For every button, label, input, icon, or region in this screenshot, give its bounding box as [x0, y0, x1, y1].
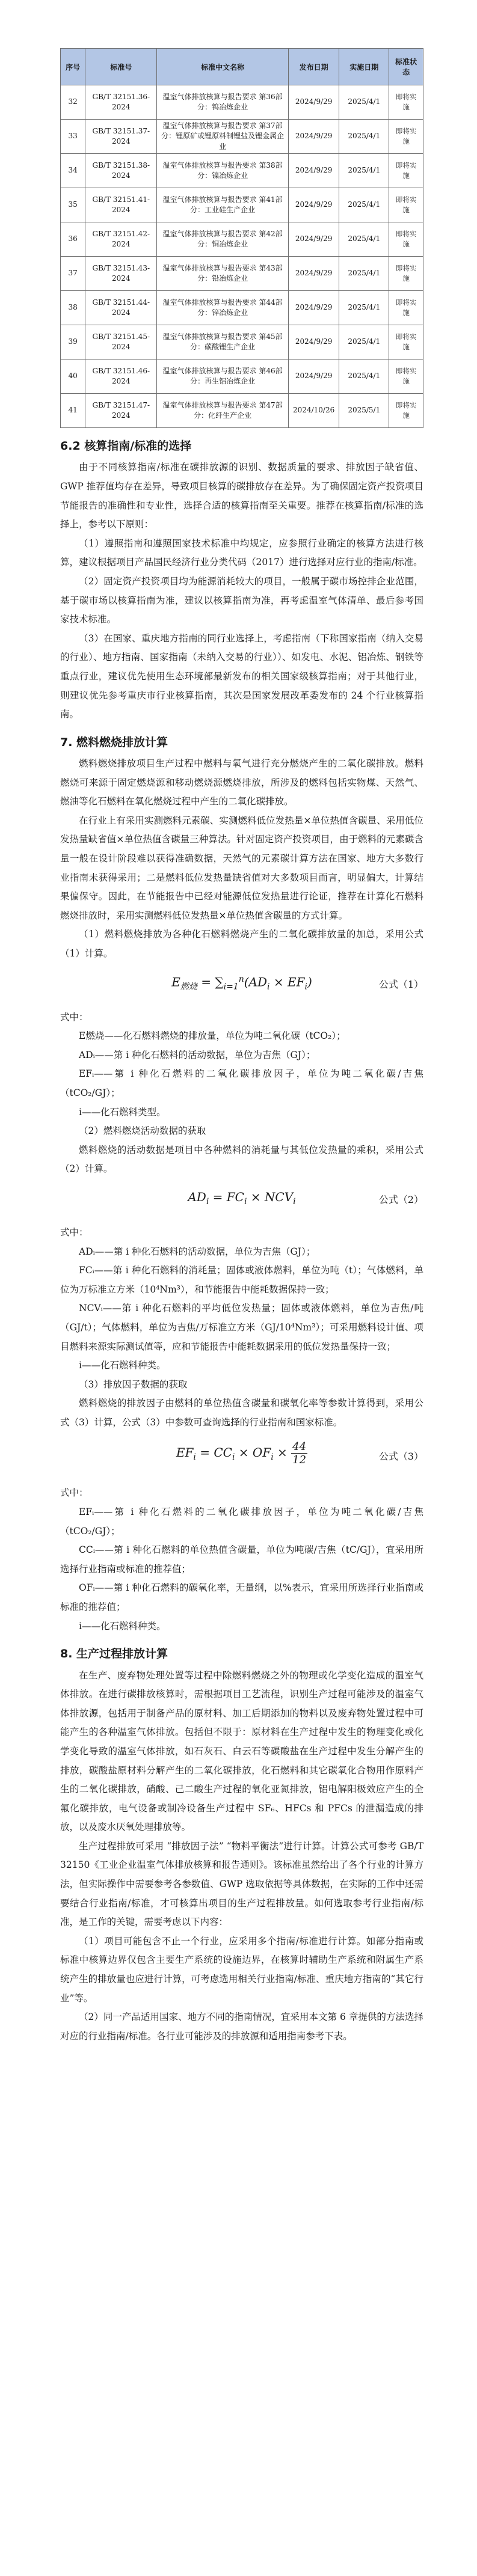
cell-status: 即将实施 — [389, 120, 423, 154]
paragraph: 生产过程排放可采用 “排放因子法” “物料平衡法”进行计算。计算公式可参考 GB/T 32150《工业企业温室气体排放核算和报告通则》。该标准虽然给出了各个行业的计算方法，但实际操作中需要参考各参数值、GWP 选取依据等具体数据，在实际的工作中还需要结合行业指南/标准，才可核算出项目的生产过程排放量。如何选取参考行业指南/标准，是工作的关键，需要考虑以下内容： — [60, 1840, 423, 1928]
cell-name: 温室气体排放核算与报告要求 第41部分：工业硅生产企业 — [157, 188, 289, 222]
paragraph: 由于不同核算指南/标准在碳排放源的识别、数据质量的要求、排放因子缺省值、GWP 推荐值均存在差异，导致项目核算的碳排放存在差异。为了确保固定资产投资项目节能报告的准确性和专业性，选择合适的核算指南至关重要。推荐在核算指南/标准的选择上，参考以下原则： — [60, 462, 423, 530]
paragraph: EFᵢ——第 i 种化石燃料的二氧化碳排放因子，单位为吨二氧化碳/吉焦（tCO₂/GJ）； — [60, 1068, 423, 1098]
cell-name: 温室气体排放核算与报告要求 第47部分：化纤生产企业 — [157, 394, 289, 428]
section-6-2-title: 6.2 核算指南/标准的选择 — [60, 439, 192, 453]
cell-code: GB/T 32151.44-2024 — [85, 291, 157, 325]
table-row — [61, 154, 423, 188]
paragraph: i——化石燃料种类。 — [79, 1620, 166, 1632]
paragraph: 在行业上有采用实测燃料元素碳、实测燃料低位发热量×单位热值含碳量、采用低位发热量缺省值×单位热值含碳量三种算法。针对固定资产投资项目，由于燃料的元素碳含量一般在设计阶段难以获得准确数据，天然气的元素碳计算方法在国家、地方大多数行业指南未获得采用；二是燃料低位发热量缺省值对大多数项目而言，明显偏大，计算结果偏保守。因此，在节能报告中已经对能源低位发热量进行论证，推荐在计算化石燃料燃烧排放时，采用实测燃料低位发热量×单位热值含碳量的方式计算。 — [60, 815, 423, 921]
table-row — [61, 325, 423, 359]
paragraph: （1）遵照指南和遵照国家技术标准中均规定，应参照行业确定的核算方法进行核算，建议根据项目产品国民经济行业分类代码（2017）进行选择对应行业的指南/标准。 — [60, 537, 423, 568]
col-header-impl-date: 实施日期 — [339, 49, 389, 85]
cell-no: 34 — [61, 154, 85, 188]
cell-name: 温室气体排放核算与报告要求 第38部分：镍冶炼企业 — [157, 154, 289, 188]
cell-name: 温室气体排放核算与报告要求 第36部分：钨冶炼企业 — [157, 85, 289, 120]
where-label: 式中： — [60, 1011, 88, 1023]
cell-status: 即将实施 — [389, 188, 423, 222]
cell-code: GB/T 32151.43-2024 — [85, 257, 157, 291]
where-label: 式中： — [60, 1487, 88, 1499]
cell-status: 即将实施 — [389, 325, 423, 359]
formula-3-label: 公式（3） — [378, 1451, 423, 1463]
table-row — [61, 359, 423, 394]
cell-impl-date: 2025/4/1 — [339, 120, 389, 154]
paragraph: （3）在国家、重庆地方指南的同行业选择上，考虑指南（下称国家指南（纳入交易的行业）、地方指南、国家指南（未纳入交易的行业））、如发电、水泥、铝冶炼、钢铁等重点行业，建议优先使用生态环境部最新发布的相关国家级核算指南；对于其他行业，则建议优先参考重庆市行业核算指南，其次是国家发展改革委发布的 24 个行业核算指南。 — [60, 632, 423, 720]
cell-pub-date: 2024/9/29 — [288, 325, 339, 359]
cell-code: GB/T 32151.46-2024 — [85, 359, 157, 394]
col-header-status: 标准状态 — [389, 49, 423, 85]
cell-no: 40 — [61, 359, 85, 394]
cell-pub-date: 2024/9/29 — [288, 222, 339, 257]
cell-pub-date: 2024/9/29 — [288, 85, 339, 120]
cell-name: 温室气体排放核算与报告要求 第45部分：碳酸锂生产企业 — [157, 325, 289, 359]
cell-no: 41 — [61, 394, 85, 428]
fraction-44-12: $\frac{44}{12}$ — [292, 1440, 307, 1467]
cell-code: GB/T 32151.45-2024 — [85, 325, 157, 359]
paragraph: OFᵢ——第 i 种化石燃料的碳氧化率，无量纲，以%表示，宜采用所选择行业指南或标准的推荐值； — [60, 1582, 423, 1613]
cell-code: GB/T 32151.47-2024 — [85, 394, 157, 428]
cell-status: 即将实施 — [389, 222, 423, 257]
cell-impl-date: 2025/4/1 — [339, 359, 389, 394]
cell-status: 即将实施 — [389, 154, 423, 188]
cell-no: 35 — [61, 188, 85, 222]
cell-impl-date: 2025/4/1 — [339, 85, 389, 120]
cell-impl-date: 2025/4/1 — [339, 222, 389, 257]
col-header-name: 标准中文名称 — [157, 49, 289, 85]
cell-pub-date: 2024/9/29 — [288, 291, 339, 325]
cell-code: GB/T 32151.41-2024 — [85, 188, 157, 222]
cell-status: 即将实施 — [389, 359, 423, 394]
paragraph: CCᵢ——第 i 种化石燃料的单位热值含碳量，单位为吨碳/吉焦（tC/GJ），宜采用所选择行业指南或标准的推荐值； — [60, 1544, 423, 1574]
cell-code: GB/T 32151.37-2024 — [85, 120, 157, 154]
cell-status: 即将实施 — [389, 394, 423, 428]
cell-name: 温室气体排放核算与报告要求 第42部分：铜冶炼企业 — [157, 222, 289, 257]
cell-no: 33 — [61, 120, 85, 154]
cell-pub-date: 2024/9/29 — [288, 257, 339, 291]
col-header-pub-date: 发布日期 — [288, 49, 339, 85]
cell-pub-date: 2024/9/29 — [288, 359, 339, 394]
formula-3 — [60, 1437, 423, 1479]
cell-impl-date: 2025/4/1 — [339, 325, 389, 359]
col-header-no: 序号 — [61, 49, 85, 85]
cell-status: 即将实施 — [389, 291, 423, 325]
cell-no: 39 — [61, 325, 85, 359]
table-row — [61, 222, 423, 257]
paragraph: i——化石燃料种类。 — [79, 1360, 166, 1371]
table-row — [61, 120, 423, 154]
paragraph: （1）燃料燃烧排放为各种化石燃料燃烧产生的二氧化碳排放量的加总，采用公式（1）计算。 — [60, 929, 423, 959]
paragraph: （2）固定资产投资项目均为能源消耗较大的项目，一般属于碳市场控排企业范围，基于碳市场以核算指南为准，建议以核算指南为准，再考虑温室气体清单、最后参考国家技术标准。 — [60, 576, 423, 625]
cell-name: 温室气体排放核算与报告要求 第44部分：锌冶炼企业 — [157, 291, 289, 325]
col-header-code: 标准号 — [85, 49, 157, 85]
where-label: 式中： — [60, 1226, 88, 1238]
paragraph: （3）排放因子数据的获取 — [79, 1378, 188, 1390]
paragraph: 燃料燃烧的活动数据是项目中各种燃料的消耗量与其低位发热量的乘积，采用公式（2）计算。 — [60, 1144, 423, 1175]
table-row — [61, 188, 423, 222]
paragraph: （1）项目可能包含不止一个行业，应采用多个指南/标准进行计算。如部分指南或标准中核算边界仅包含主要生产系统的设施边界，在核算时辅助生产系统和附属生产系统产生的排放量也应进行计算，可考虑选用相关行业指南/标准、重庆地方指南的“其它行业”等。 — [60, 1935, 423, 2004]
formula-2 — [60, 1184, 423, 1219]
paragraph: NCVᵢ——第 i 种化石燃料的平均低位发热量；固体或液体燃料，单位为吉焦/吨（GJ/t）；气体燃料，单位为吉焦/万标准立方米（GJ/10⁴Nm³）；可采用燃料设计值、项目燃料来源实际测试值等，应和节能报告中能耗数据采用的低位发热量保持一致； — [60, 1303, 423, 1352]
cell-no: 37 — [61, 257, 85, 291]
table-row — [61, 394, 423, 428]
page-content — [60, 48, 423, 2046]
cell-pub-date: 2024/10/26 — [288, 394, 339, 428]
formula-1-expression: $E_{燃烧} = \sum_{i=1}^n(AD_i \times EF_i)$ — [171, 974, 312, 992]
paragraph: FCᵢ——第 i 种化石燃料的消耗量；固体或液体燃料，单位为吨（t）；气体燃料，单位为万标准立方米（10⁴Nm³），和节能报告中能耗数据保持一致； — [60, 1265, 423, 1295]
cell-pub-date: 2024/9/29 — [288, 188, 339, 222]
table-header-row — [61, 49, 423, 85]
formula-1 — [60, 968, 423, 1003]
paragraph: （2）同一产品适用国家、地方不同的指南情况，宜采用本文第 6 章提供的方法选择对应的行业指南/标准。各行业可能涉及的排放源和适用指南参考下表。 — [60, 2012, 423, 2042]
cell-no: 38 — [61, 291, 85, 325]
standards-table — [60, 48, 423, 428]
formula-3-expression: $EF_i = CC_i \times OF_i$ × $\frac{44}{12}$ — [176, 1440, 307, 1467]
cell-code: GB/T 32151.42-2024 — [85, 222, 157, 257]
cell-status: 即将实施 — [389, 85, 423, 120]
paragraph: ADᵢ——第 i 种化石燃料的活动数据，单位为吉焦（GJ）； — [79, 1246, 316, 1257]
paragraph: 在生产、废弃物处理处置等过程中除燃料燃烧之外的物理或化学变化造成的温室气体排放。在进行碳排放核算时，需根据项目工艺流程，识别生产过程可能涉及的温室气体排放源，包括用于制备产品的原材料、加工后期添加的物料以及废弃物处置过程中可能产生的各种温室气体排放。包括但不限于：原材料在生产过程中发生的物理变化或化学变化导致的温室气体排放，如石灰石、白云石等碳酸盐在生产过程中发生分解产生的排放，碳酸盐原材料分解产生的二氧化碳排放，化石燃料和其它碳氧化合物用作原料产生的二氧化碳排放，硝酸、己二酸生产过程的氧化亚氮排放，铝电解阳极效应产生的全氟化碳排放，电气设备或制冷设备生产过程中 SF₆、HFCs 和 PFCs 的泄漏造成的排放，以及废水厌氧处理排放等。 — [60, 1669, 423, 1833]
section-7-title: 7. 燃料燃烧排放计算 — [60, 735, 168, 749]
cell-name: 温室气体排放核算与报告要求 第37部分：锂原矿或锂原料制锂盐及锂金属企业 — [157, 120, 289, 154]
section-8-title: 8. 生产过程排放计算 — [60, 1647, 168, 1661]
formula-2-label: 公式（2） — [378, 1193, 423, 1205]
cell-no: 32 — [61, 85, 85, 120]
cell-pub-date: 2024/9/29 — [288, 120, 339, 154]
cell-code: GB/T 32151.36-2024 — [85, 85, 157, 120]
table-row — [61, 85, 423, 120]
cell-impl-date: 2025/4/1 — [339, 154, 389, 188]
formula-1-label: 公式（1） — [378, 978, 423, 990]
cell-impl-date: 2025/4/1 — [339, 188, 389, 222]
cell-impl-date: 2025/4/1 — [339, 291, 389, 325]
paragraph: E燃烧——化石燃料燃烧的排放量，单位为吨二氧化碳（tCO₂）； — [79, 1030, 346, 1042]
cell-name: 温室气体排放核算与报告要求 第43部分：铅冶炼企业 — [157, 257, 289, 291]
cell-impl-date: 2025/4/1 — [339, 257, 389, 291]
paragraph: EFᵢ——第 i 种化石燃料的二氧化碳排放因子，单位为吨二氧化碳/吉焦（tCO₂/GJ）； — [60, 1507, 423, 1537]
paragraph: 燃料燃烧的排放因子由燃料的单位热值含碳量和碳氧化率等参数计算得到，采用公式（3）计算，公式（3）中参数可查询选择的行业指南和国家标准。 — [60, 1398, 423, 1428]
cell-pub-date: 2024/9/29 — [288, 154, 339, 188]
formula-2-expression: $AD_i = FC_i \times NCV_i$ — [188, 1189, 296, 1207]
table-row — [61, 291, 423, 325]
cell-no: 36 — [61, 222, 85, 257]
cell-name: 温室气体排放核算与报告要求 第46部分：再生铝冶炼企业 — [157, 359, 289, 394]
cell-code: GB/T 32151.38-2024 — [85, 154, 157, 188]
paragraph: ADᵢ——第 i 种化石燃料的活动数据，单位为吉焦（GJ）； — [79, 1049, 316, 1060]
paragraph: 燃料燃烧排放项目生产过程中燃料与氧气进行充分燃烧产生的二氧化碳排放。燃料燃烧可来源于固定燃烧源和移动燃烧源燃烧排放，所涉及的燃料包括实物煤、天然气、燃油等化石燃料在氧化燃烧过程中产生的二氧化碳排放。 — [60, 758, 423, 807]
paragraph: i——化石燃料类型。 — [79, 1106, 166, 1118]
table-row — [61, 257, 423, 291]
cell-impl-date: 2025/5/1 — [339, 394, 389, 428]
paragraph: （2）燃料燃烧活动数据的获取 — [79, 1125, 206, 1137]
cell-status: 即将实施 — [389, 257, 423, 291]
